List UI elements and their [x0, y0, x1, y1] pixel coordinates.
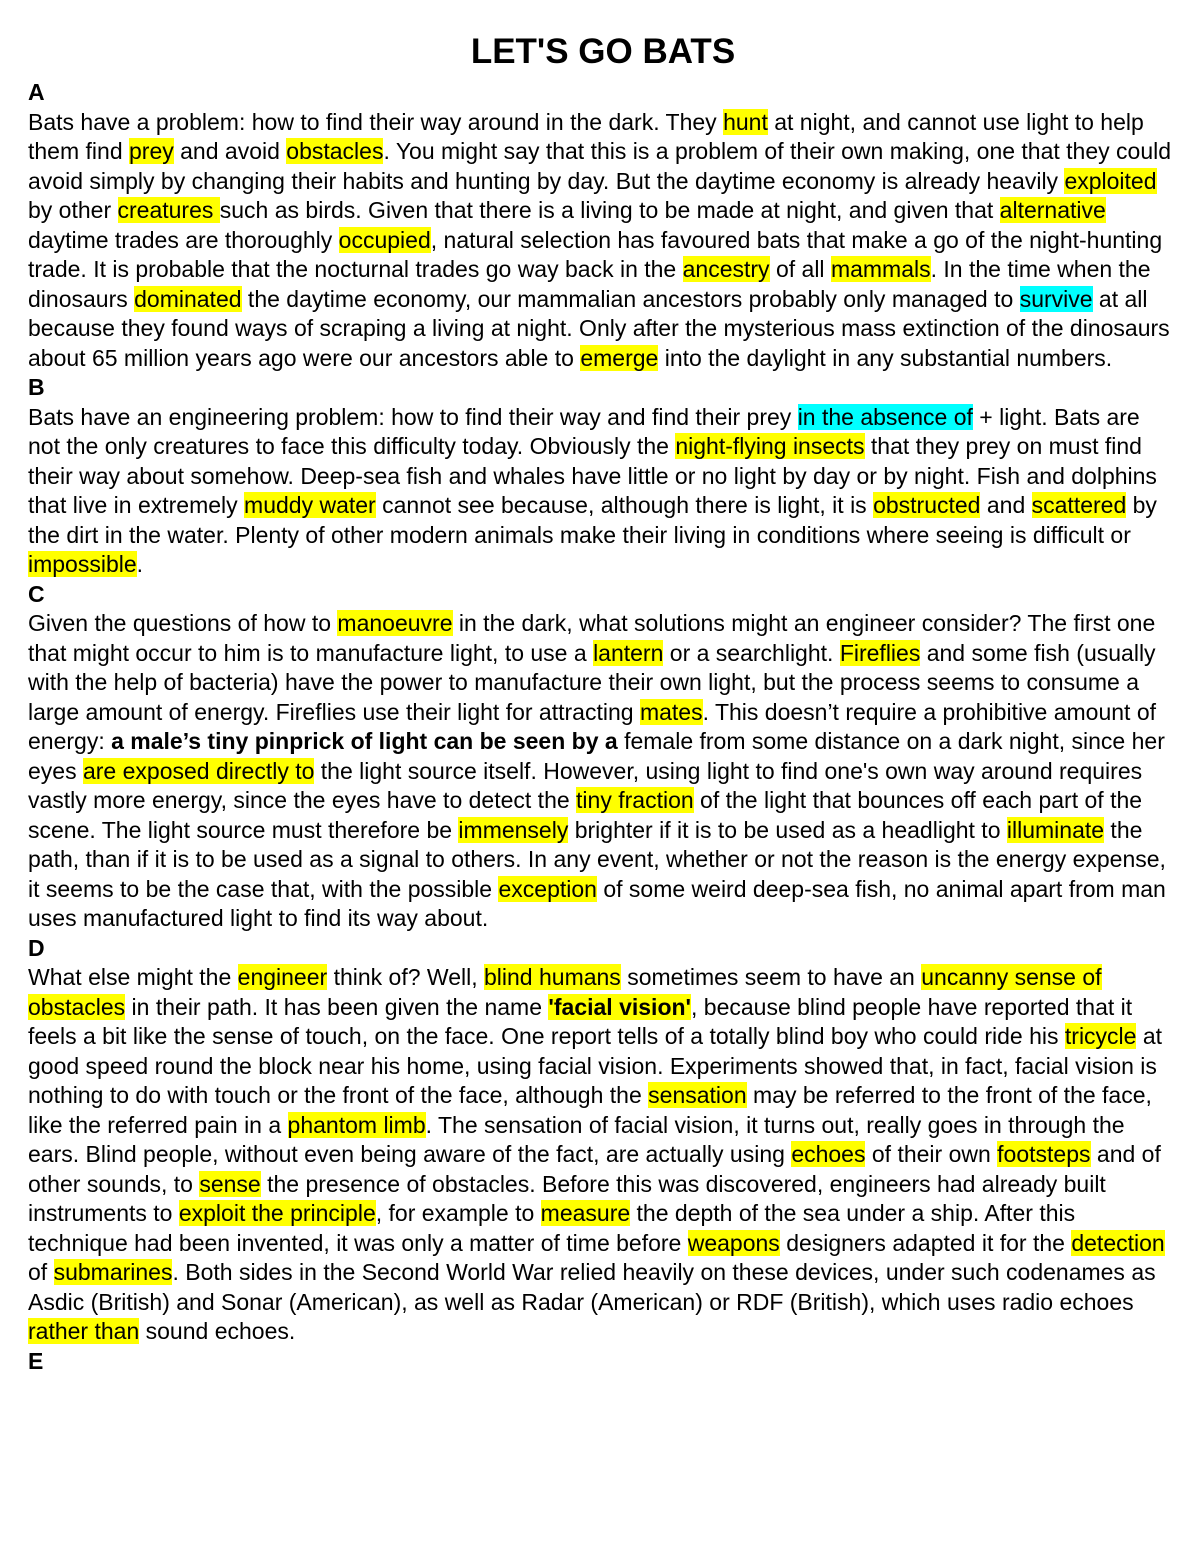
text-run: female from some distance on a dark night, since her eyes	[28, 728, 1165, 784]
highlighted-term: measure	[540, 1200, 631, 1226]
highlighted-term: obstructed	[873, 492, 981, 518]
text-run: at good speed round the block near his home, using facial vision. Experiments showed that, in fact, facial vision is nothing to do with touch or the front of the face, although the	[28, 1023, 1163, 1108]
highlighted-term: exploit the principle	[178, 1200, 376, 1226]
text-run: of their own	[865, 1141, 998, 1167]
highlighted-term: submarines	[53, 1259, 173, 1285]
text-run: in their path. It has been given the name	[125, 993, 549, 1020]
section-letter: D	[28, 934, 45, 961]
text-run: think of? Well,	[327, 964, 484, 990]
text-run: cannot see because, although there is light, it is	[375, 492, 874, 518]
section-paragraph	[28, 963, 1178, 1347]
section-c	[28, 580, 1178, 934]
document-page	[28, 30, 1178, 1376]
page-title: LET'S GO BATS	[470, 32, 736, 71]
text-run: may be referred to the front of the face, like the referred pain in a	[28, 1082, 1152, 1138]
section-letter: B	[28, 374, 45, 400]
text-run: , for example to	[375, 1200, 541, 1226]
highlighted-term: ancestry	[682, 256, 770, 282]
section-b	[28, 373, 1178, 580]
text-run: at all because they found ways of scraping a living at night. Only after the mysterious mass extinction of the dinosaurs about 65 million years ago were our ancestors able to	[28, 285, 1170, 371]
text-run: the depth of the sea under a ship. After this technique had been invented, it was only a matter of time before	[28, 1200, 1076, 1256]
text-run: . In the time when the dinosaurs	[28, 256, 1151, 312]
text-run: + light. Bats are not the only creatures to face this difficulty today. Obviously the	[28, 403, 1140, 459]
highlighted-term: obstacles	[286, 138, 384, 164]
text-run: Bats have an engineering problem: how to find their way and find their prey	[28, 403, 798, 430]
text-run: of the light that bounces off each part of the scene. The light source must therefore be	[28, 787, 1143, 843]
text-run: the daytime economy, our mammalian ancestors probably only managed to	[241, 285, 1020, 312]
section-e	[28, 1347, 1178, 1377]
text-run: at night, and cannot use light to help them find	[28, 108, 1144, 164]
text-run: Bats have a problem: how to find their way around in the dark. They	[28, 108, 724, 135]
text-run: the presence of obstacles. Before this was discovered, engineers had already built instruments to	[28, 1170, 1106, 1226]
text-run: daytime trades are thoroughly	[28, 226, 339, 253]
text-run: of some weird deep-sea fish, no animal apart from man uses manufactured light to find its way about.	[28, 875, 1166, 931]
text-run: brighter if it is to be used as a headlight to	[568, 816, 1007, 843]
highlighted-term: hunt	[723, 108, 768, 135]
section-paragraph	[28, 403, 1178, 580]
highlighted-term: tricycle	[1064, 1023, 1137, 1049]
text-run: , because blind people have reported that it feels a bit like the sense of touch, on the face. One report tells of a totally blind boy who could ride his	[28, 993, 1133, 1049]
highlighted-term: immensely	[458, 816, 569, 843]
highlighted-term: lantern	[593, 639, 664, 666]
section-d	[28, 934, 1178, 1347]
text-run: What else might the	[28, 964, 238, 990]
section-letter: A	[28, 79, 45, 105]
highlighted-term: night-flying insects	[675, 433, 865, 459]
highlighted-term: mammals	[830, 256, 931, 282]
text-run: .	[136, 551, 144, 577]
section-letter: C	[28, 580, 45, 607]
text-run: of	[28, 1259, 54, 1285]
highlighted-term: detection	[1071, 1229, 1165, 1256]
text-run: . You might say that this is a problem of their own making, one that they could avoid simply by changing their habits and hunting by day. But the daytime economy is already heavily	[28, 138, 1172, 194]
text-run: that they prey on must find their way about somehow. Deep-sea fish and whales have little or no light by day or by night. Fish and dolphins that live in extremely	[28, 433, 1157, 518]
highlighted-term: footsteps	[997, 1141, 1091, 1167]
text-run: and	[980, 492, 1032, 518]
text-run: and avoid	[173, 138, 287, 164]
text-run: sound echoes.	[139, 1318, 296, 1344]
highlighted-term: emerge	[580, 344, 659, 371]
highlighted-term: are exposed directly to	[82, 757, 315, 784]
highlighted-term: echoes	[791, 1141, 866, 1167]
highlighted-term: in the absence of	[797, 403, 973, 430]
text-run: such as birds. Given that there is a living to be made at night, and given that	[219, 197, 1000, 223]
highlighted-term: 'facial vision'	[548, 993, 692, 1020]
section-paragraph	[28, 609, 1178, 934]
section-letter: E	[28, 1347, 44, 1374]
section-paragraph	[28, 108, 1178, 374]
highlighted-term: sense	[199, 1170, 261, 1197]
highlighted-term: occupied	[338, 226, 431, 253]
text-run: by the dirt in the water. Plenty of other modern animals make their living in conditions where seeing is difficult or	[28, 492, 1157, 548]
highlighted-term: manoeuvre	[337, 610, 453, 636]
highlighted-term: mates	[639, 698, 703, 725]
highlighted-term: prey	[129, 138, 174, 164]
highlighted-term: phantom limb	[287, 1111, 426, 1138]
text-run: by other	[28, 197, 118, 223]
highlighted-term: weapons	[687, 1229, 780, 1256]
highlighted-term: survive	[1019, 285, 1093, 312]
section-a	[28, 78, 1178, 373]
text-run: or a searchlight.	[663, 639, 840, 666]
text-run: Given the questions of how to	[28, 610, 338, 636]
text-run: and some fish (usually with the help of bacteria) have the power to manufacture their own light, but the process seems to consume a large amount of energy. Fireflies use their light for attracting	[28, 639, 1156, 725]
text-run: in the dark, what solutions might an engineer consider? The first one that might occur to him is to manufacture light, to use a	[28, 610, 1156, 666]
highlighted-term: tiny fraction	[576, 787, 694, 813]
text-run: . This doesn’t require a prohibitive amount of energy:	[28, 698, 1157, 754]
highlighted-term: impossible	[28, 551, 137, 577]
highlighted-term: dominated	[134, 285, 242, 312]
highlighted-term: engineer	[237, 964, 328, 990]
highlighted-term: scattered	[1031, 492, 1127, 518]
text-run: . The sensation of facial vision, it turns out, really goes in through the ears. Blind people, without even being aware of the fact, are actually using	[28, 1111, 1125, 1167]
highlighted-term: alternative	[999, 197, 1106, 223]
highlighted-term: rather than	[28, 1318, 140, 1344]
highlighted-term: blind humans	[484, 964, 621, 990]
highlighted-term: muddy water	[244, 492, 376, 518]
highlighted-term: sensation	[648, 1082, 747, 1108]
text-run: into the daylight in any substantial numbers.	[658, 344, 1113, 371]
highlighted-term: illuminate	[1006, 816, 1105, 843]
highlighted-term: Fireflies	[839, 639, 921, 666]
bold-phrase: a male’s tiny pinprick of light can be seen by a	[111, 728, 618, 754]
text-run: of all	[769, 256, 831, 282]
highlighted-term: exploited	[1064, 167, 1157, 194]
text-run: the path, than if it is to be used as a signal to others. In any event, whether or not the reason is the energy expense, it seems to be the case that, with the possible	[28, 816, 1166, 902]
highlighted-term: uncanny sense of obstacles	[28, 964, 1102, 1020]
highlighted-term: exception	[498, 875, 597, 902]
text-run: the light source itself. However, using light to find one's own way around requires vastly more energy, since the eyes have to detect the	[28, 757, 1143, 813]
text-run: . Both sides in the Second World War relied heavily on these devices, under such codenames as Asdic (British) and Sonar (American), as well as Radar (American) or RDF (British), which uses radio echoes	[28, 1259, 1156, 1315]
text-run: sometimes seem to have an	[620, 964, 922, 990]
text-run: , natural selection has favoured bats that make a go of the night-hunting trade. It is probable that the nocturnal trades go way back in the	[28, 226, 1163, 282]
text-run: designers adapted it for the	[779, 1229, 1072, 1256]
highlighted-term: creatures	[117, 197, 220, 223]
text-run: and of other sounds, to	[28, 1141, 1161, 1197]
